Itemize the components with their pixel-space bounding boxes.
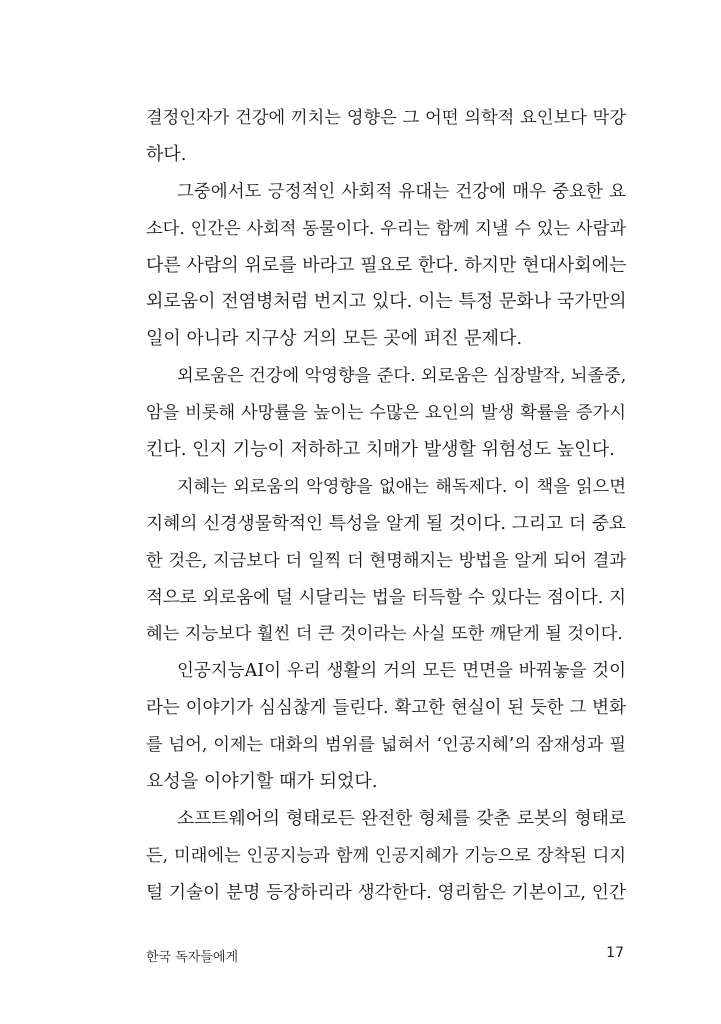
text-line: 하다. bbox=[146, 143, 187, 165]
text-line: 적으로 외로움에 덜 시달리는 법을 터득할 수 있다는 점이다. 지 bbox=[146, 587, 626, 608]
text-line: 외로움이 전염병처럼 번지고 있다. 이는 특정 문화나 국가만의 bbox=[146, 291, 626, 313]
body-text bbox=[146, 100, 626, 912]
text-line: 지혜의 신경생물학적인 특성을 알게 될 것이다. 그리고 더 중요 bbox=[146, 513, 626, 534]
running-footer-title: 한국 독자들에게 bbox=[146, 950, 239, 965]
text-line: 암을 비롯해 사망률을 높이는 수많은 요인의 발생 확률을 증가시 bbox=[146, 403, 626, 424]
text-line: 일이 아니라 지구상 거의 모든 곳에 퍼진 문제다. bbox=[146, 328, 523, 350]
text-line: 결정인자가 건강에 끼치는 영향은 그 어떤 의학적 요인보다 막강 bbox=[146, 108, 626, 128]
text-line: 든, 미래에는 인공지능과 함께 인공지혜가 기능으로 장착된 디지 bbox=[146, 845, 626, 866]
text-line: 킨다. 인지 기능이 저하하고 치매가 발생할 위험성도 높인다. bbox=[146, 439, 615, 461]
text-line: 요성을 이야기할 때가 되었다. bbox=[146, 771, 378, 793]
text-line: 외로움은 건강에 악영향을 준다. 외로움은 심장발작, 뇌졸중, bbox=[177, 366, 626, 387]
text-line: 를 넘어, 이제는 대화의 범위를 넓혀서 ‘인공지혜’의 잠재성과 필 bbox=[146, 735, 626, 756]
text-line: 혜는 지능보다 훨씬 더 큰 것이라는 사실 또한 깨닫게 될 것이다. bbox=[146, 624, 623, 645]
text-line: 털 기술이 분명 등장하리라 생각한다. 영리함은 기본이고, 인간 bbox=[146, 882, 626, 903]
text-line: 한 것은, 지금보다 더 일찍 더 현명해지는 방법을 알게 되어 결과 bbox=[146, 550, 626, 571]
text-line: 그중에서도 긍정적인 사회적 유대는 건강에 매우 중요한 요 bbox=[177, 181, 626, 202]
text-line: 인공지능AI이 우리 생활의 거의 모든 면면을 바꿔놓을 것이 bbox=[177, 661, 626, 682]
text-line: 다른 사람의 위로를 바라고 필요로 한다. 하지만 현대사회에는 bbox=[146, 254, 626, 276]
text-line: 소다. 인간은 사회적 동물이다. 우리는 함께 지낼 수 있는 사람과 bbox=[146, 218, 626, 239]
text-line: 지혜는 외로움의 악영향을 없애는 해독제다. 이 책을 읽으면 bbox=[177, 476, 626, 497]
page-number: 17 bbox=[606, 945, 624, 961]
text-line: 소프트웨어의 형태로든 완전한 형체를 갖춘 로봇의 형태로 bbox=[177, 808, 626, 829]
text-line: 라는 이야기가 심심찮게 들린다. 확고한 현실이 된 듯한 그 변화 bbox=[146, 698, 626, 719]
